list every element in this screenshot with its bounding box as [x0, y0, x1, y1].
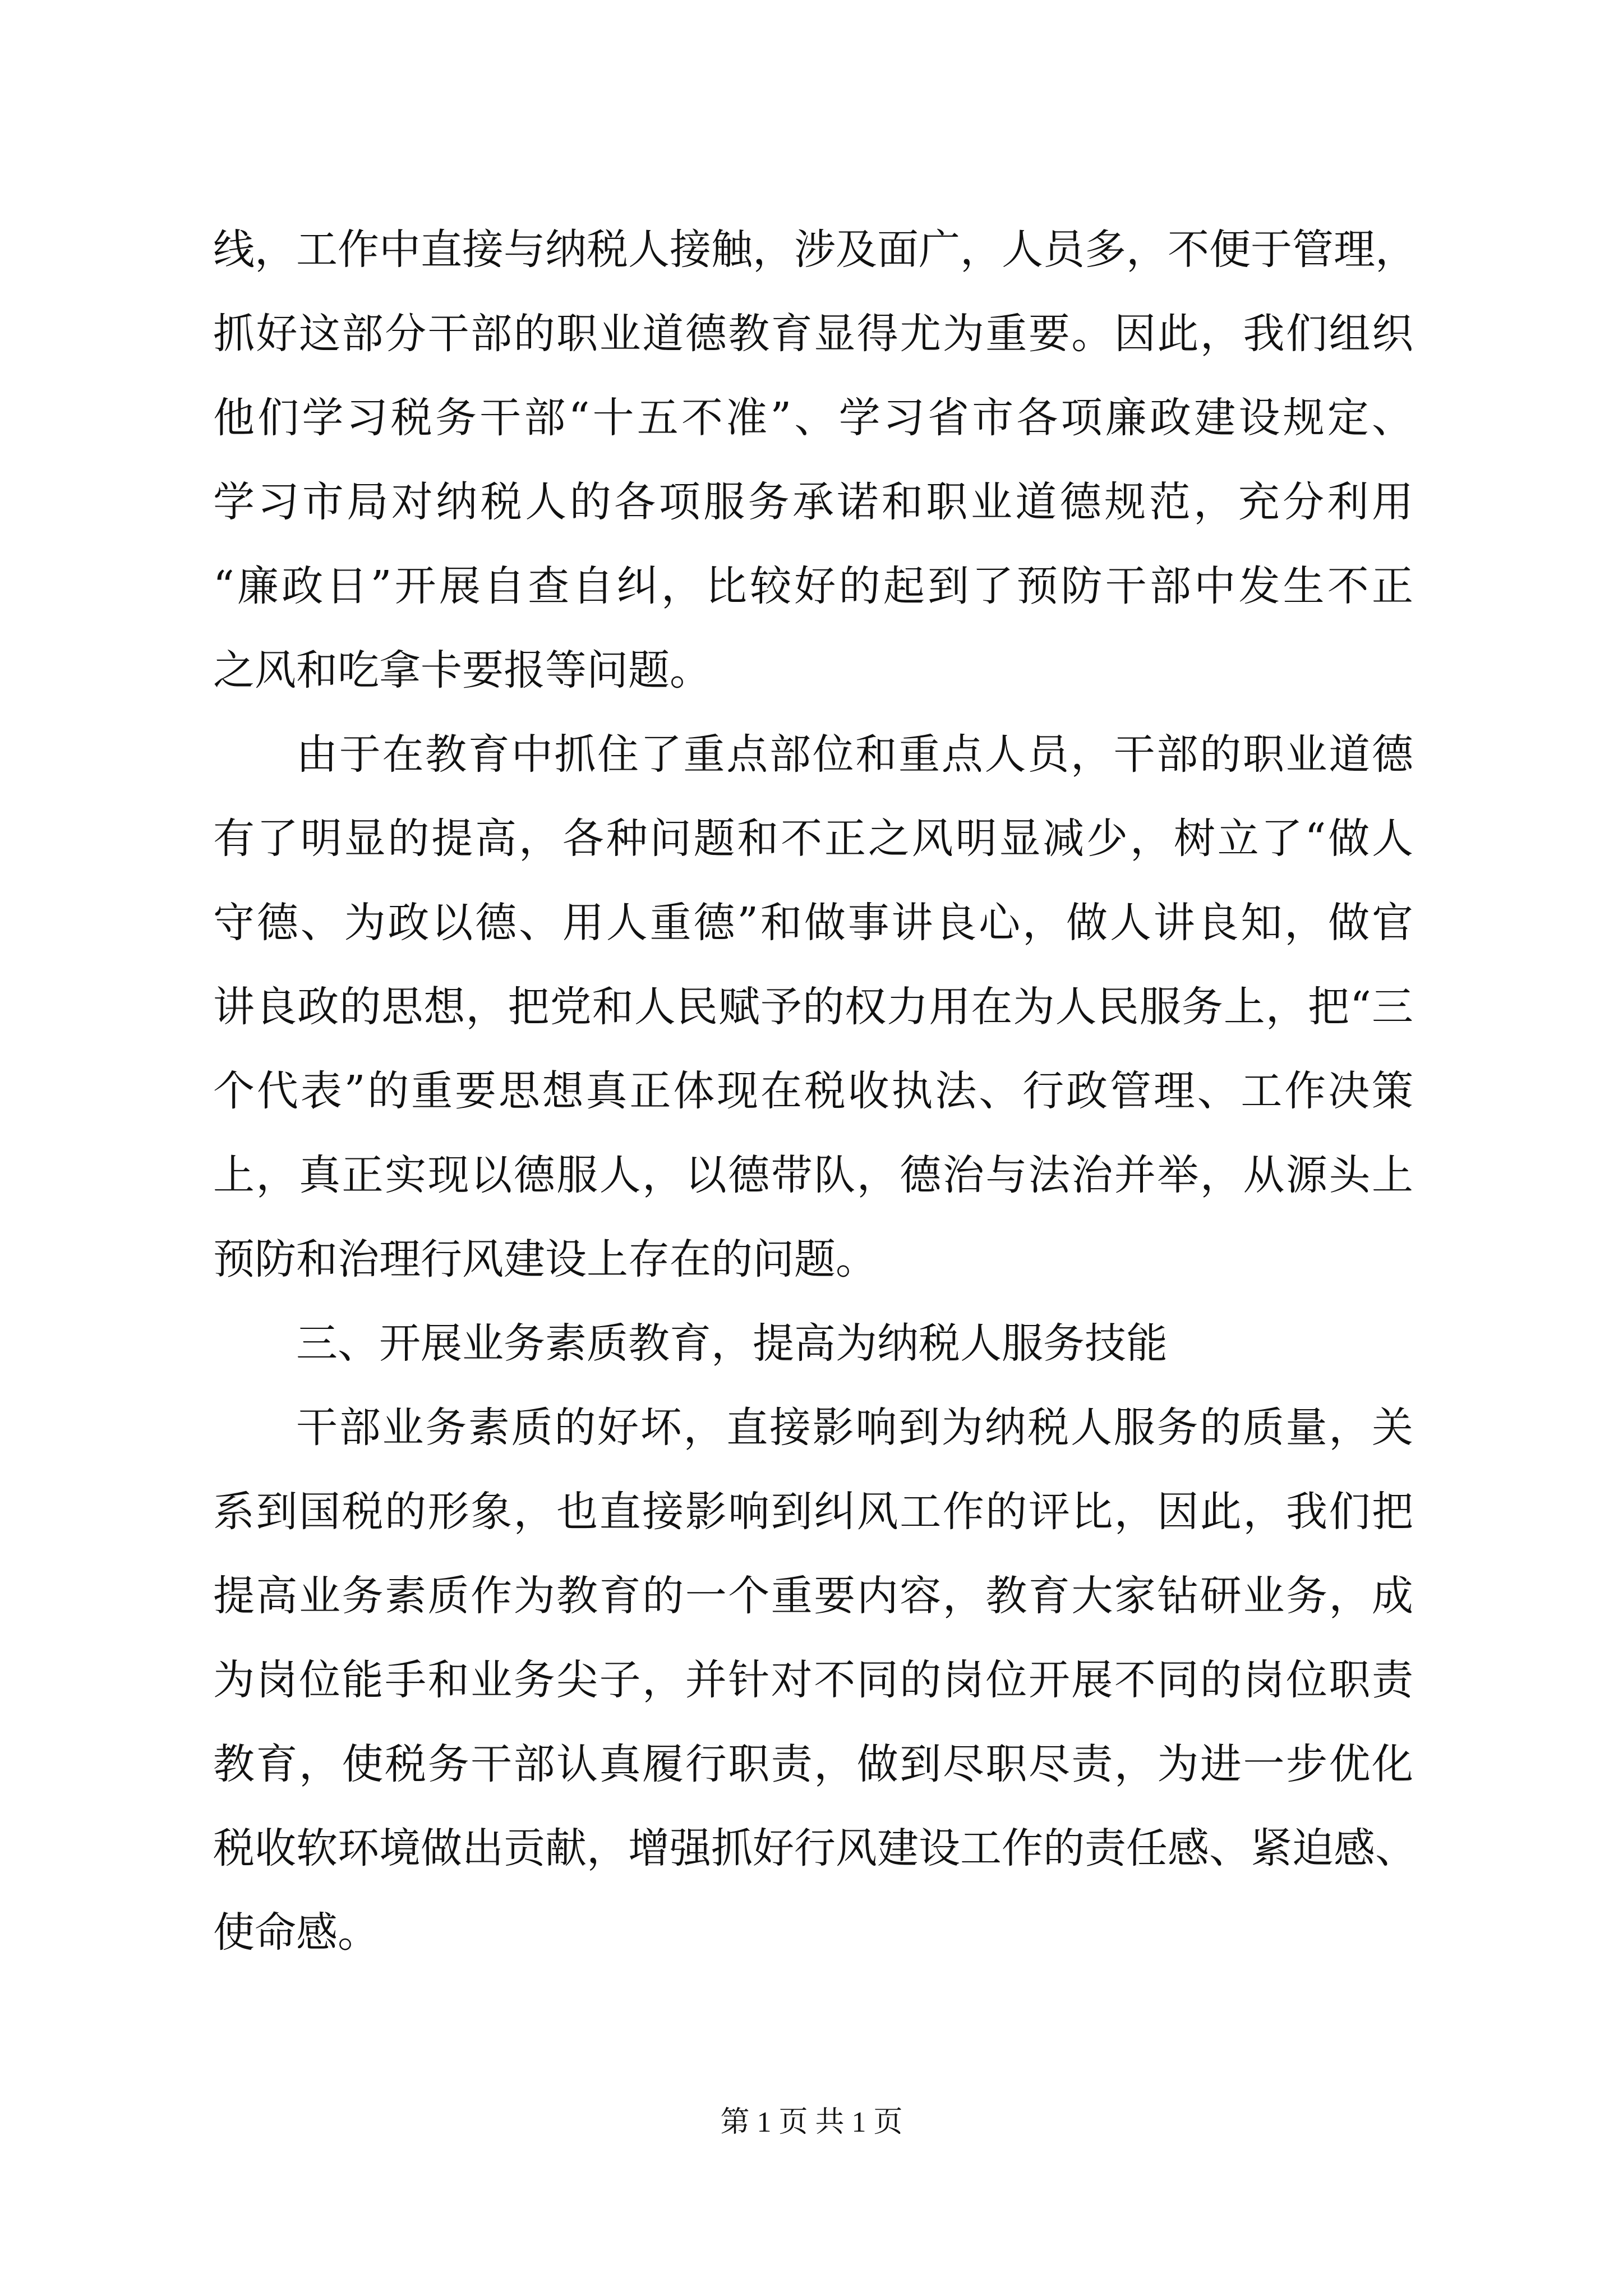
- text-line: 学习市局对纳税人的各项服务承诺和职业道德规范，充分利用: [213, 478, 1413, 526]
- text-line: 干部业务素质的好坏，直接影响到为纳税人服务的质量，关: [296, 1404, 1413, 1452]
- document-body: [213, 208, 1417, 1975]
- text-line: 讲良政的思想，把党和人民赋予的权力用在为人民服务上，把“三: [213, 983, 1413, 1031]
- text-line: 系到国税的形象，也直接影响到纠风工作的评比，因此，我们把: [213, 1488, 1413, 1536]
- text-line: “廉政日”开展自查自纠，比较好的起到了预防干部中发生不正: [213, 562, 1413, 610]
- text-line: 预防和治理行风建设上存在的问题。: [213, 1235, 877, 1283]
- text-line: 个代表”的重要思想真正体现在税收执法、行政管理、工作决策: [213, 1067, 1413, 1115]
- text-line: 他们学习税务干部“十五不准”、学习省市各项廉政建设规定、: [213, 394, 1413, 442]
- section-heading: 三、开展业务素质教育，提高为纳税人服务技能: [296, 1319, 1168, 1368]
- text-line: 为岗位能手和业务尖子，并针对不同的岗位开展不同的岗位职责: [213, 1656, 1413, 1704]
- text-line: 教育，使税务干部认真履行职责，做到尽职尽责，为进一步优化: [213, 1740, 1413, 1788]
- text-line: 守德、为政以德、用人重德”和做事讲良心，做人讲良知，做官: [213, 899, 1413, 947]
- text-line: 使命感。: [213, 1908, 379, 1957]
- text-line: 有了明显的提高，各种问题和不正之风明显减少，树立了“做人: [213, 815, 1413, 863]
- text-line: 由于在教育中抓住了重点部位和重点人员，干部的职业道德: [296, 730, 1413, 779]
- text-line: 抓好这部分干部的职业道德教育显得尤为重要。因此，我们组织: [213, 310, 1413, 358]
- text-line: 税收软环境做出贡献，增强抓好行风建设工作的责任感、紧迫感、: [213, 1824, 1417, 1872]
- page-number-footer: 第 1 页 共 1 页: [720, 2106, 903, 2138]
- text-line: 提高业务素质作为教育的一个重要内容，教育大家钻研业务，成: [213, 1572, 1413, 1620]
- text-line: 上，真正实现以德服人，以德带队，德治与法治并举，从源头上: [213, 1151, 1413, 1199]
- text-line: 线，工作中直接与纳税人接触，涉及面广，人员多，不便于管理，: [213, 226, 1417, 274]
- text-line: 之风和吃拿卡要报等问题。: [213, 646, 711, 694]
